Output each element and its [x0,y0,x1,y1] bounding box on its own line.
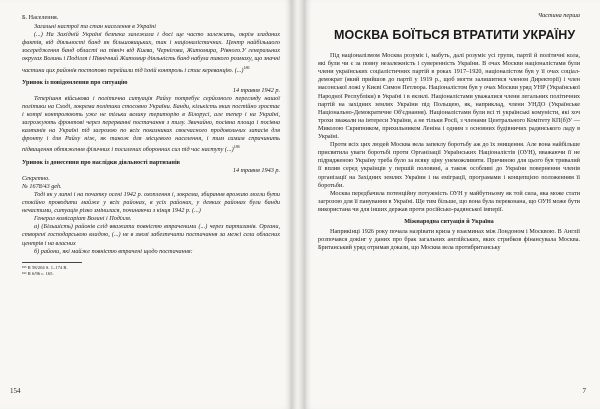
section-title: Міжнародна ситуація й Україна [404,217,494,225]
footnote: ¹⁸⁵ R 58/204 S. 1–174 R. [22,264,68,270]
paragraph-text: (...) На Західній Україні безпека залежала і досі ще часто залежить, окрім згаданих фактів, від діяльності банд як більшовицьких, так і націоналістичних. Центр найбільшого зосередження банд області на північ від Києва, Чернігова, Житомира, Рівного.У генеральних округах Волинь і Поділля і Північний Житомир діяльність банд набула такого розмаху, що значні частини цих районів постопово перейшли під їхній контроль і стає кереванцію. (...) [22,31,280,74]
section-label: Б. Населення. [22,14,59,21]
paragraph [22,31,280,75]
document-number: № 1678/43 geh. [22,182,62,190]
paragraph [22,95,280,155]
secret-label: Секретно. [22,174,50,182]
page-number: 7 [582,387,586,395]
date: 14 травня 1942 р. [232,86,280,94]
paragraph-text: Теперішня військова і політична ситуація Райху потребує серйозного перегляду нашої політики на Сході, зокрема політики стосовно України. Банди, кількість яких постійно зростає і котрі контролюють уже не тільки велику територію в Білорусі, але тепер і на Україні, загрожують фронтові через перерванні постачання з тилу. Звичайно, посівна площа і посівна кампанія на Україні під загрозою по всіх показниках своєчасного продовольчих запасів для фронту і для Райху ніж, як також для місцевого населення, і тим самим спричинить підвищення обтяження фізичних і посилених оборонних сил під час наступу (...) [22,94,280,154]
book-gutter [292,0,304,409]
footnote-ref: 186 [243,64,250,70]
paragraph: б) райони, які майже повністю втрачені щодо постачання: [34,247,193,255]
paragraph: а) (Більшість) районів слід вважати повністю втраченими (...) через партизанів. Органи, створені господарською владою, (...) не в змозі забезпечити постачання за межі сели обласних центрів і на власних [22,223,280,247]
paragraph: Наприкінці 1926 року почала назрівати криза у взаєминах між Лондоном і Москвою. В Англії розпочався докінг у даних про брак загальних англійських, яких стрибков фінансувала Москва. Британський уряд отримав докази, що Москва вела протибританську [318,228,580,252]
footnote-divider [22,262,82,263]
section-heading: Уривок із донесення про наслідки діяльності партизанів [22,158,181,166]
right-page [304,0,600,409]
chapter-title: МОСКВА БОЇТЬСЯ ВТРАТИТИ УКРАЇНУ [334,28,576,43]
left-page [0,0,292,409]
paragraph: Генерал комісаріат Волині і Поділля. [34,215,132,223]
footnote-ref: 186 [233,144,240,150]
running-head: Частина перша [537,12,580,19]
left-page-content [22,14,280,277]
date: 14 травня 1943 р. [232,166,280,174]
paragraph: Загальні настрої та стан населення в Україні [34,23,156,31]
paragraph: Тоді як у липні і на початку осені 1942 р. охоплення і, зокрема, збирання врожаю могли бути спокійно проводити майже у всіх районах, в усіх районах, у деяких районах були банди нечастими, ситуація різко змінилася, починаючи з кінця 1942 р. (...) [22,191,280,215]
section-heading: Уривок із повідомлення про ситуацію [22,78,128,86]
paragraph: Москва передбачила потенційну потужність ОУН у майбутньому як той сила, яка може стати загрозою для її панування в Україні. Ще тим більше, що вона була переконана, що ОУН може бути використана чи для інших держав проти російсько-радянської імперії. [318,189,580,213]
paragraph: Проти всіх цих людей Москва вела запеклу боротьбу аж до їх знищення. Але вона найбільше присвятила уваги боротьбі проти Організації Українських Націоналістів (ОУН), вважаючи її не підрядженою Україну треба було за всяку ціну унеможливити. Причиною для цього був тривалий її вплив серед українців у першій половині, а також особливі до України повернення членів організації на Західних землях України і на еміграції, програмами і концепцією положенням її боротьби. [318,141,580,189]
right-page-content [318,12,580,252]
footnote: ¹⁸⁶ R 6/96 с. 165. [22,270,54,276]
paragraph: Під націоналізмом Москва розуміє і, мабуть, далі розуміє усі групи, партії й політичні кола, які були чи є за повну незалежність і суверенність України. В очах Москви націоналістами були члени українських соціалістичних партій в роках 1917–1920, націоналістом був у її очах соціал-демократ (який прийшов до партії у 1919 р., щоб могти залишитися членом Директорії) і член масонської ложі у Києві Симон Петлюра. Націоналістом був у очах Москви уряд УНР (Української Народної Республіки) в Україні і в екзилі. Націоналістами уважалися члени легальних політичних партій на західних землях України під Польщею, як, наприклад, члени УНДО (Українське Національно-Демократичне Об'єднання). Націоналістами були всі ті українські комуністи, які хоч трохи зважали на інтереси України, а не тільки Росії, з членами Центрального Комітету КП(б)У — Миколою Скрипником, прихильником Леніна і одним з основних будівничих радянського ладу в Україні. [318,52,580,141]
page-number: 154 [10,387,21,395]
